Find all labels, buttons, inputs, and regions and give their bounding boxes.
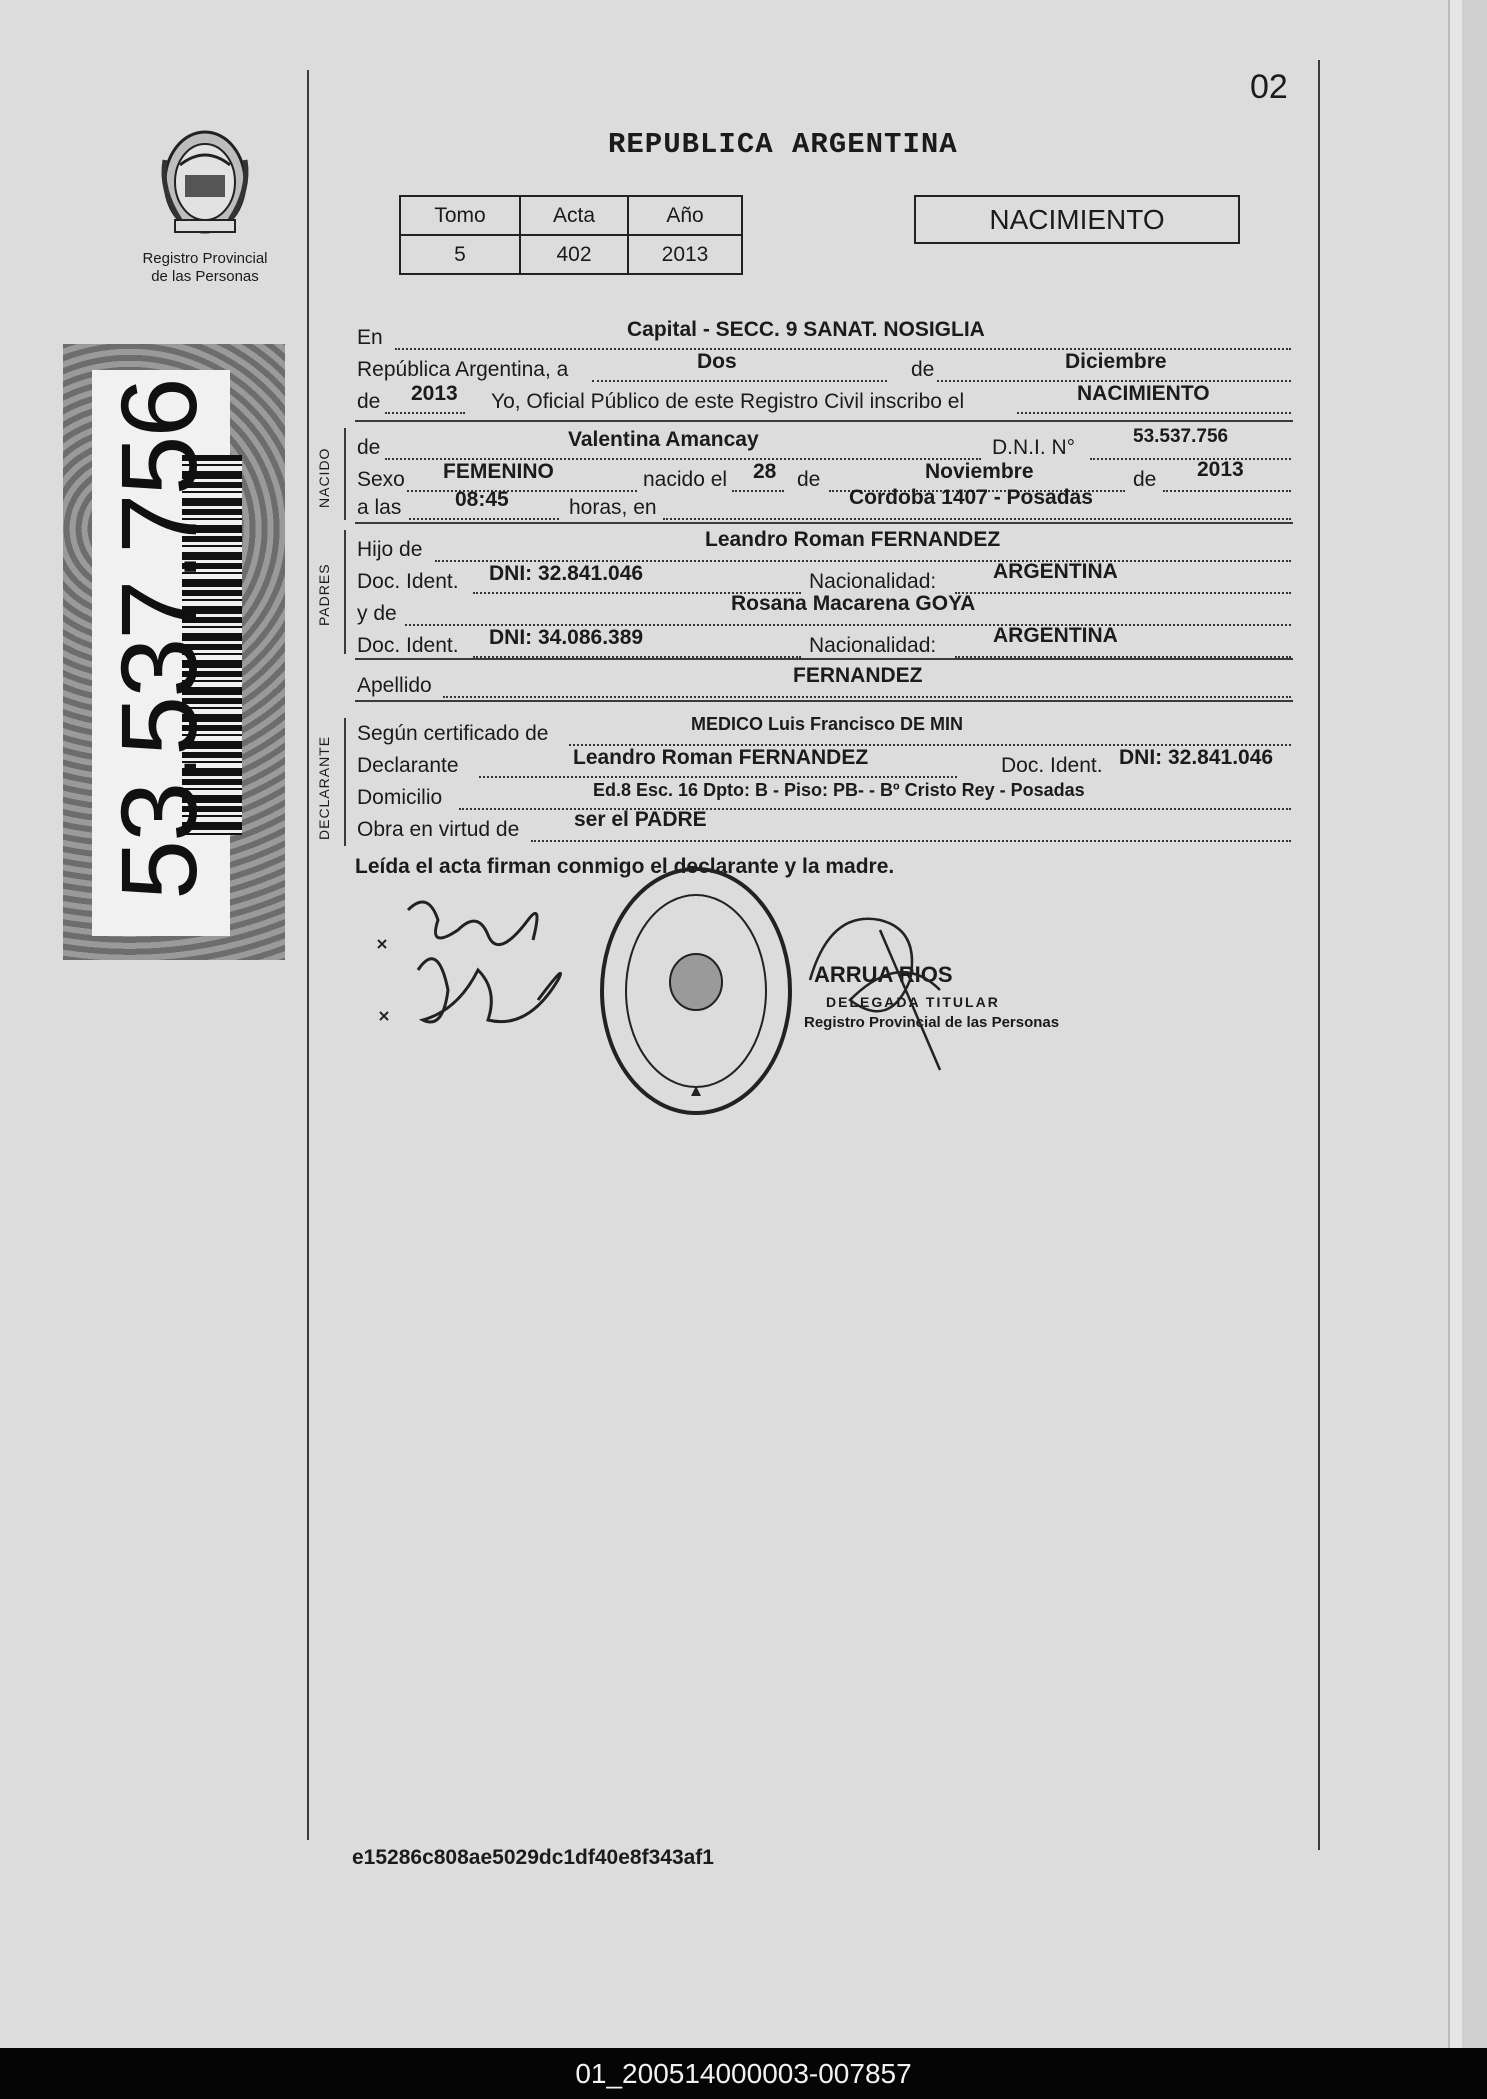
signatures-image bbox=[368, 880, 578, 1060]
tomo-value: 5 bbox=[400, 235, 520, 274]
value-declarant: Leandro Roman FERNANDEZ bbox=[573, 746, 869, 769]
value-mother-nationality: ARGENTINA bbox=[993, 624, 1118, 647]
left-margin-line bbox=[307, 70, 309, 1840]
document-title: REPUBLICA ARGENTINA bbox=[608, 128, 958, 161]
row-obra bbox=[355, 810, 1293, 842]
separator bbox=[355, 522, 1293, 524]
row-date bbox=[355, 350, 1293, 382]
value-surname: FERNANDEZ bbox=[793, 664, 923, 687]
section-bar bbox=[344, 718, 346, 846]
label-declarante: Declarante bbox=[357, 754, 459, 777]
value-father: Leandro Roman FERNANDEZ bbox=[705, 528, 1001, 551]
row-time bbox=[355, 488, 1293, 520]
row-declarant bbox=[355, 746, 1293, 778]
label-segun-certificado: Según certificado de bbox=[357, 722, 549, 745]
label-de: de bbox=[911, 358, 935, 381]
label-y-de: y de bbox=[357, 602, 397, 625]
stamp-officer-org: Registro Provincial de las Personas bbox=[804, 1014, 1060, 1031]
document-hash: e15286c808ae5029dc1df40e8f343af1 bbox=[352, 1846, 714, 1869]
separator bbox=[355, 420, 1293, 422]
value-time: 08:45 bbox=[455, 488, 509, 511]
row-mother bbox=[355, 594, 1293, 626]
stamp-officer-name: ARRUA RIOS bbox=[814, 962, 953, 987]
paper-shadow bbox=[1462, 0, 1487, 2048]
anio-label: Año bbox=[628, 196, 742, 235]
label-de: de bbox=[1133, 468, 1157, 491]
label-republica: República Argentina, a bbox=[357, 358, 569, 381]
label-doc-ident: Doc. Ident. bbox=[357, 634, 459, 657]
value-father-nationality: ARGENTINA bbox=[993, 560, 1118, 583]
separator bbox=[355, 700, 1293, 702]
value-obra: ser el PADRE bbox=[574, 808, 707, 831]
label-doc-ident: Doc. Ident. bbox=[357, 570, 459, 593]
value-birth-place: Cordoba 1407 - Posadas bbox=[849, 486, 1093, 509]
registry-name-line2: de las Personas bbox=[151, 268, 259, 285]
closing-statement: Leída el acta firman conmigo el declarante y la madre. bbox=[355, 855, 895, 878]
value-name: Valentina Amancay bbox=[568, 428, 759, 451]
value-mother: Rosana Macarena GOYA bbox=[731, 592, 976, 615]
value-year: 2013 bbox=[411, 382, 458, 405]
row-certificate bbox=[355, 714, 1293, 746]
value-mother-dni: DNI: 34.086.389 bbox=[489, 626, 644, 649]
tomo-acta-table bbox=[399, 195, 743, 275]
label-de: de bbox=[357, 390, 381, 413]
label-sexo: Sexo bbox=[357, 468, 405, 491]
label-hijo-de: Hijo de bbox=[357, 538, 423, 561]
value-birth-day: 28 bbox=[753, 460, 777, 483]
official-stamp-seal bbox=[596, 862, 796, 1120]
value-address: Ed.8 Esc. 16 Dpto: B - Piso: PB- - Bº Cristo Rey - Posadas bbox=[593, 780, 1085, 800]
act-type-box: NACIMIENTO bbox=[914, 195, 1240, 244]
anio-value: 2013 bbox=[628, 235, 742, 274]
dotted-line bbox=[1017, 412, 1291, 414]
label-yo-oficial: Yo, Oficial Público de este Registro Civil inscribo el bbox=[491, 390, 965, 413]
value-birth-month: Noviembre bbox=[925, 460, 1034, 483]
registry-name bbox=[120, 250, 290, 286]
officer-signature-image bbox=[790, 890, 970, 1090]
tomo-label: Tomo bbox=[400, 196, 520, 235]
section-nacido: NACIDO bbox=[316, 447, 332, 508]
row-act bbox=[355, 382, 1293, 414]
acta-label: Acta bbox=[520, 196, 628, 235]
label-nacido-el: nacido el bbox=[643, 468, 728, 491]
section-bar bbox=[344, 428, 346, 520]
label-doc-ident: Doc. Ident. bbox=[1001, 754, 1103, 777]
dotted-line bbox=[663, 518, 1291, 520]
value-sex: FEMENINO bbox=[443, 460, 554, 483]
row-place bbox=[355, 318, 1293, 350]
label-domicilio: Domicilio bbox=[357, 786, 443, 809]
page-number: 02 bbox=[1250, 68, 1288, 106]
value-birth-year: 2013 bbox=[1197, 458, 1244, 481]
row-father bbox=[355, 530, 1293, 562]
dotted-line bbox=[409, 518, 559, 520]
row-name bbox=[355, 428, 1293, 460]
label-nacionalidad: Nacionalidad: bbox=[809, 634, 937, 657]
section-padres: PADRES bbox=[316, 563, 332, 626]
label-de: de bbox=[357, 436, 381, 459]
section-bar bbox=[344, 530, 346, 654]
label-dni: D.N.I. N° bbox=[992, 436, 1076, 459]
value-day: Dos bbox=[697, 350, 737, 373]
value-father-dni: DNI: 32.841.046 bbox=[489, 562, 644, 585]
label-nacionalidad: Nacionalidad: bbox=[809, 570, 937, 593]
value-certificate: MEDICO Luis Francisco DE MIN bbox=[691, 714, 964, 734]
label-horas-en: horas, en bbox=[569, 496, 657, 519]
provincial-seal-icon bbox=[150, 120, 260, 240]
dotted-line bbox=[531, 840, 1291, 842]
separator bbox=[355, 658, 1293, 660]
id-number-vertical: 53.537.756 bbox=[98, 379, 219, 900]
label-apellido: Apellido bbox=[357, 674, 432, 697]
right-margin-line bbox=[1318, 60, 1320, 1850]
label-en: En bbox=[357, 326, 383, 349]
value-declarant-dni: DNI: 32.841.046 bbox=[1119, 746, 1274, 769]
row-surname bbox=[355, 666, 1293, 698]
dotted-line bbox=[385, 412, 465, 414]
label-obra-en-virtud: Obra en virtud de bbox=[357, 818, 520, 841]
scan-footer: 01_200514000003-007857 bbox=[0, 2048, 1487, 2099]
acta-value: 402 bbox=[520, 235, 628, 274]
registry-name-line1: Registro Provincial bbox=[142, 250, 268, 267]
stamp-officer-role: DELEGADA TITULAR bbox=[826, 994, 1000, 1010]
dotted-line bbox=[443, 696, 1291, 698]
label-a-las: a las bbox=[357, 496, 402, 519]
row-father-id bbox=[355, 562, 1293, 594]
section-declarante: DECLARANTE bbox=[316, 735, 332, 840]
row-mother-id bbox=[355, 626, 1293, 658]
value-act: NACIMIENTO bbox=[1077, 382, 1210, 405]
row-address bbox=[355, 778, 1293, 810]
label-de: de bbox=[797, 468, 821, 491]
value-month: Diciembre bbox=[1065, 350, 1167, 373]
value-dni: 53.537.756 bbox=[1133, 426, 1229, 447]
value-place: Capital - SECC. 9 SANAT. NOSIGLIA bbox=[627, 318, 985, 341]
